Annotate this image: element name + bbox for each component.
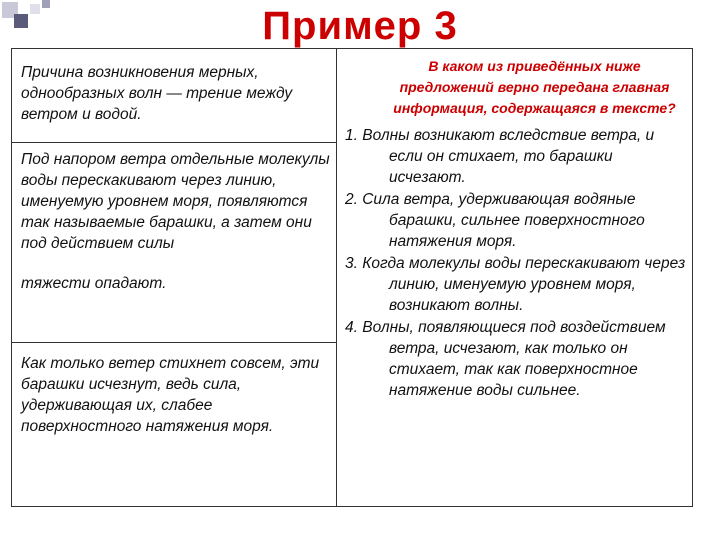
answer-list — [345, 125, 686, 401]
slide-title: Пример 3 — [262, 4, 458, 48]
answer-option-3[interactable]: 3. Когда молекулы воды перескакивают через линию, именуемую уровнем моря, возникают волны. — [345, 255, 686, 314]
text-paragraph-2-end: тяжести опадают. — [21, 275, 167, 292]
answer-option-2[interactable]: 2. Сила ветра, удерживающая водяные барашки, сильнее поверхностного натяжения моря. — [345, 191, 645, 250]
question-text: В каком из приведённых ниже предложений верно передана главная информация, содержащаяся в тексте? — [393, 58, 676, 116]
content-table — [11, 48, 693, 507]
text-cell-1 — [12, 49, 336, 143]
answer-option-4[interactable]: 4. Волны, появляющиеся под воздействием ветра, исчезают, как только он стихает, так как поверхностное натяжение воды сильнее. — [345, 319, 666, 399]
text-paragraph-3: Как только ветер стихнет совсем, эти барашки исчезнут, ведь сила, удерживающая их, слабее поверхностного натяжения моря. — [21, 355, 320, 435]
answer-option-1[interactable]: 1. Волны возникают вследствие ветра, и если он стихает, то барашки исчезают. — [345, 127, 655, 186]
text-paragraph-2: Под напором ветра отдельные молекулы воды перескакивают через линию, именуемую уровнем моря, появляются так называемые барашки, а затем они под действием силы — [21, 151, 330, 252]
text-column — [12, 49, 337, 506]
question-column — [337, 49, 692, 506]
text-cell-3 — [12, 343, 336, 507]
text-cell-2 — [12, 143, 336, 343]
text-paragraph-1: Причина возникновения мерных, однообразных волн — трение между ветром и водой. — [21, 64, 293, 123]
